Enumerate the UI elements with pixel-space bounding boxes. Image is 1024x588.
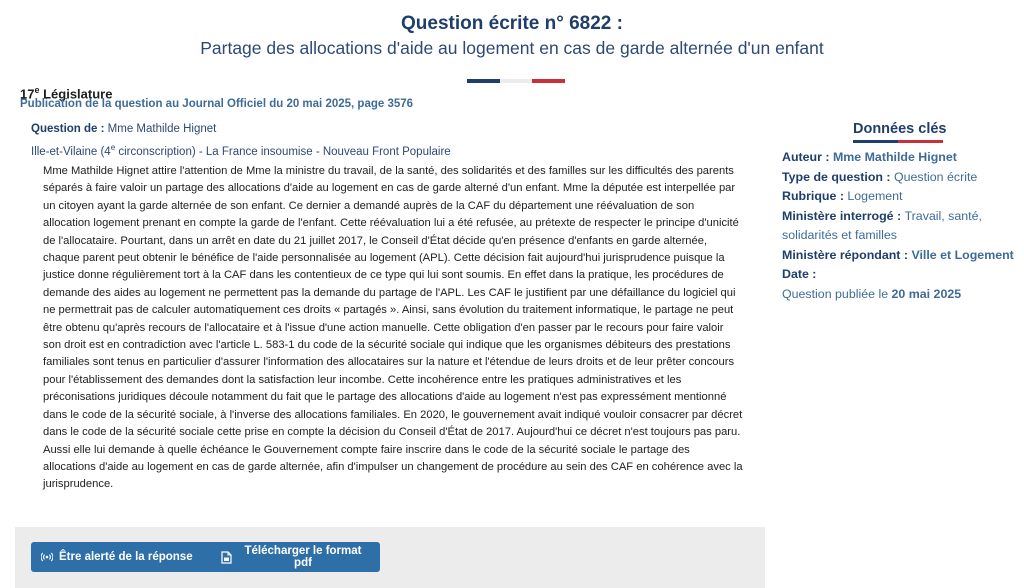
broadcast-icon xyxy=(41,552,53,562)
question-number: Question écrite n° 6822 : xyxy=(401,13,623,34)
key-data-type: Type de question : Question écrite xyxy=(782,169,978,184)
question-title: Partage des allocations d'aide au logement en cas de garde alternée d'un enfant xyxy=(200,38,824,58)
action-bar xyxy=(15,527,765,588)
legislature-label: 17e Législature xyxy=(20,85,113,102)
question-author-line xyxy=(31,122,216,137)
constituency-line: Ille-et-Vilaine (4e circonscription) - La France insoumise - Nouveau Front Populaire xyxy=(31,143,451,158)
question-header xyxy=(0,12,1024,59)
key-data-ministry-answering: Ministère répondant : Ville et Logement xyxy=(782,247,1014,262)
pdf-button-label: Télécharger le format pdf xyxy=(244,545,362,569)
key-data-title: Données clés xyxy=(853,121,947,137)
key-data-date-label: Date : xyxy=(782,267,817,281)
publication-info: Publication de la question au Journal Officiel du 20 mai 2025, page 3576 xyxy=(20,98,414,110)
key-data-author-link[interactable]: Mme Mathilde Hignet xyxy=(832,150,957,164)
alert-button-label: Être alerté de la réponse xyxy=(59,551,193,563)
question-author-name[interactable]: Mme Mathilde Hignet xyxy=(107,123,217,135)
pdf-file-icon xyxy=(221,551,232,564)
key-data-underline xyxy=(853,140,943,143)
question-body-text: Mme Mathilde Hignet attire l'attention de Mme la ministre du travail, de la santé, des solidarités et des familles sur les difficultés des parents séparés à faire valoir un partage des allocations d'aide au logement en cas de garde alterné d'un enfant. Mme la députée est interpellée par un citoyen ayant la garde alternée de son enfant. Ce dernier a demandé auprès de la CAF du département une réévaluation de son allocation logement prenant en compte la garde de l'enfant. Cette réévaluation lui a été refusée, au prétexte de respecter le principe d'unicité de l'allocataire. Pourtant, dans un arrêt en date du 21 juillet 2017, le Conseil d'État décide qu'en présence d'enfants en garde alternée, chaque parent peut obtenir le bénéfice de l'aide personnalisée au logement (APL). Cette décision fait aujourd'hui jurisprudence puisque la justice donne régulièrement tort à la CAF dans les contentieux de ce type qui lui sont soumis. En effet dans la pratique, les procédures de demande des aides au logement ne permettent pas la demande du partage de l'APL. Les CAF le justifient par une défaillance du logiciel qui ne permettrait pas de calculer automatiquement ces droits « partagés ». Ainsi, sans évolution du traitement informatique, le partage ne peut être obtenu qu'après recours de l'allocataire et à l'issue d'une action manuelle. Cette obligation d'en passer par le recours pour faire valoir son droit est en contradiction avec l'article L. 583-1 du code de la sécurité sociale qui indique que les organismes débiteurs des prestations familiales sont tenus en particulier d'assurer l'information des allocataires sur la nature et l'étendue de leurs droits et de leur prêter concours pour l'établissement des demandes dont la satisfaction leur incombe. Cette incohérence entre les pratiques administratives et les préconisations juridiques découle notamment du fait que le partage des allocations d'aide au logement n'est pas expressément mentionné dans le code de la sécurité sociale, à l'inverse des allocations familiales. En 2020, le gouvernement avait indiqué vouloir consacrer par décret dans le code de la sécurité sociale cette prise en compte la décision du Conseil d'État de 2017. Aujourd'hui ce décret n'est toujours pas paru. Aussi elle lui demande à quelle échéance le Gouvernement compte faire inscrire dans le code de la sécurité sociale le partage des allocations d'aide au logement en cas de garde alternée, afin d'impulser un changement de procédure au sein des CAF en cohérence avec la jurisprudence. xyxy=(43,165,743,491)
key-data-ministry-asked: Ministère interrogé : Travail, santé, solidarités et familles xyxy=(782,208,982,242)
key-data-rubrique: Rubrique : Logement xyxy=(782,189,903,203)
download-pdf-button[interactable] xyxy=(211,542,380,572)
alert-response-button[interactable] xyxy=(31,542,216,572)
key-data-date: Question publiée le 20 mai 2025 xyxy=(782,286,962,301)
tricolor-divider xyxy=(467,79,565,83)
key-data-author: Auteur : Mme Mathilde Hignet xyxy=(782,150,957,164)
question-author-label: Question de : xyxy=(31,123,108,135)
